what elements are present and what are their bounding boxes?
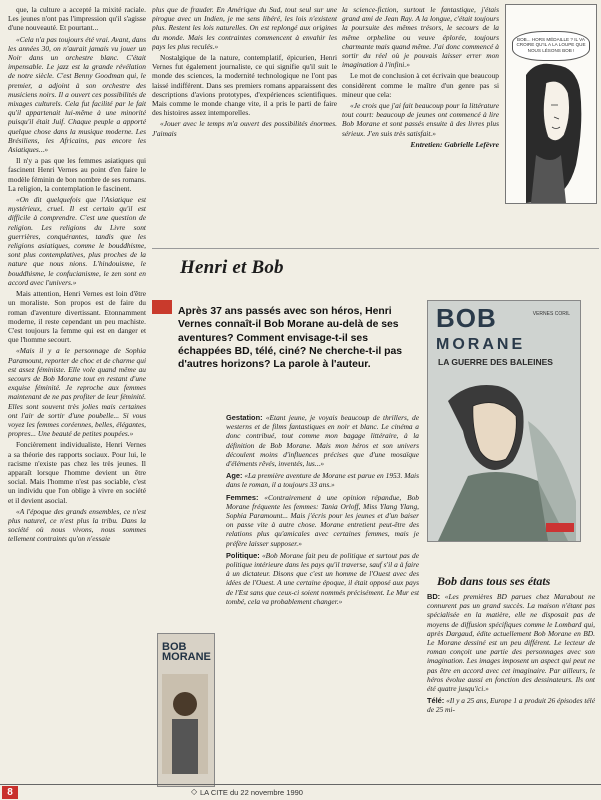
footer-publication: LA CITE du 22 novembre 1990 bbox=[200, 788, 303, 797]
qa-item bbox=[427, 696, 595, 714]
paragraph: que, la culture a accepté la mixité raciale. Les jeunes n'ont pas l'impression qu'il s'agisse d'une nouveauté. Et pourtant... bbox=[8, 5, 146, 33]
qa-label: Télé: bbox=[427, 696, 445, 706]
footer-divider bbox=[0, 784, 601, 785]
qa-text: «Bob Morane fait peu de politique et surtout pas de politique intérieure dans les pays qu'il traverse, sauf s'il a à faire à un dictateur. Disons que c'est un homme de l'Ouest avec des idées de l'Ouest. A une certaine époque, il était opposé aux pays de l'Est sans que ceux-ci soient nommés précisément. Le Mur est tombé, cela va probablement changer.» bbox=[226, 550, 419, 606]
quote-paragraph: la science-fiction, surtout le fantastique, j'étais grand ami de Jean Ray. A la longue, c'était toujours la poursuite des mêmes trésors, le secours de la même orpheline ou veuve éplorée, toujours charmante mais quand même. J'ai donc commencé à sortir du réel où je pouvais laisser errer mon imagination à l'infini.» bbox=[342, 5, 499, 70]
qa-label: BD: bbox=[427, 592, 441, 601]
quote-paragraph: plus que de frauder. En Amérique du Sud, tout seul sur une pirogue avec un Indien, je me sens libéré, les lois n'existent plus. Restent les lois naturelles. On est replongé aux origines du monde. Mais les contraintes commencent à envahir les pays les plus reculés.» bbox=[152, 5, 337, 51]
page-number: 8 bbox=[2, 786, 18, 799]
cover-series-title: BOB MORANE bbox=[436, 303, 526, 353]
interview-qa bbox=[226, 413, 419, 785]
qa-label: Age: bbox=[226, 471, 243, 481]
qa-text: «Etant jeune, je voyais beaucoup de thrillers, de westerns et de films fantastiques en noir et blanc. Le cinéma a donc contribué, tout comme mon bagage littéraire, à la définition de Bob Morane. Mais mon héros et son univers découlent moins d'influences précises que d'une mosaïque d'éléments rêvés, inventés, lus...» bbox=[226, 413, 419, 469]
qa-label: Gestation: bbox=[226, 413, 263, 422]
article-title: Henri et Bob bbox=[180, 257, 284, 278]
cover-series-title: BOB MORANE bbox=[162, 641, 211, 663]
book-cover-guerre-des-baleines bbox=[427, 300, 581, 542]
divider bbox=[152, 248, 599, 249]
paragraph: Il n'y a pas que les femmes asiatiques qui fascinent Henri Vernes au point d'en faire le modèle féminin de bon nombre de ses romans. La religion, la contemplation le fascinent. bbox=[8, 156, 146, 193]
accent-bar bbox=[152, 300, 172, 314]
qa-item bbox=[427, 592, 595, 693]
qa-text: «Contrairement à une opinion répandue, Bob Morane fréquente les femmes: Tania Orloff, Miss Ylang Ylang, Sophia Paramount... Mais j'écris pour les jeunes et d'un baiser on passe vite à autre chose. Morane entretient peut-être des relations plus qu'amicales avec certaines femmes, mais je préfère laisser supposer.» bbox=[226, 492, 419, 548]
section-body bbox=[427, 592, 595, 782]
article-lead: Après 37 ans passés avec son héros, Henri Vernes connaît-il Bob Morane au-delà de ses aventures? Comment envisage-t-il ses échappées BD, télé, ciné? Ne cherche-t-il pas d'autres horizons? La parole à l'auteur. bbox=[178, 306, 403, 371]
diamond-icon: ◇ bbox=[191, 787, 198, 796]
qa-item bbox=[226, 471, 419, 489]
quote-paragraph: «Jouer avec le temps m'a ouvert des possibilités énormes. J'aimais bbox=[152, 119, 337, 138]
qa-item bbox=[226, 413, 419, 468]
cover-book-title: LA GUERRE DES BALEINES bbox=[438, 357, 553, 367]
qa-item bbox=[226, 551, 419, 606]
quote-paragraph: «A l'époque des grands ensembles, ce n'est plus naturel, ce n'est plus la tribu. Dans la société où nous vivons, nous sommes tellement contraints qu'on n'essaie bbox=[8, 506, 146, 544]
qa-text: «Les premières BD parues chez Marabout ne connurent pas un grand succès. La maison n'étant pas spécialisée en la matière, elle ne disposait pas de moyens de diffusion spécifiques comme le Lombard qui, après Dargaud, édite actuellement Bob Morane en BD. Le Morane dessiné est un peu différent. Le lecteur de roman conçoit une partie des personnages avec son imagination. Les images imposent un aspect qui peut ne pas être en accord avec cet imaginaire. Par ailleurs, le héros évolue aussi en fonction des dessinateurs. Ils ont été quatre jusqu'ici.» bbox=[427, 592, 595, 694]
cover-credits: VERNES CORIL bbox=[532, 311, 570, 317]
speech-bubble: BOB... HORS MÉDAILLE ? IL VA CROIRE QU'IL A LA LOUPE QUE NOUS LÉSONS BOB ! bbox=[512, 31, 590, 61]
quote-paragraph: «Je crois que j'ai fait beaucoup pour la littérature tout court: beaucoup de jeunes ont commencé à lire Bob Morane et sont passés ensuite à des livres plus sérieux. J'en suis très satisfait.» bbox=[342, 101, 499, 138]
column-3 bbox=[342, 5, 499, 190]
qa-label: Politique: bbox=[226, 550, 260, 560]
comic-panel-illustration bbox=[505, 4, 597, 204]
qa-text: «La première aventure de Morane est parue en 1953. Mais dans le roman, il a toujours 33 ans.» bbox=[226, 471, 419, 490]
quote-paragraph: «On dit quelquefois que l'Asiatique est mystérieux, cruel. Il est certain qu'il est difficile à comprendre. C'est une question de religion. Les religions du Livre sont guerrières, conquérantes, tandis que les religions asiatiques, comme le bouddhisme, sont plus contemplatives, plus proches de la nature que nous nions. L'hindouisme, le bouddhisme, le confucianisme, le zen sont en accord avec l'univers.» bbox=[8, 195, 146, 287]
qa-text: «Il y a 25 ans, Europe 1 a produit 26 épisodes télé de 25 mi- bbox=[427, 696, 595, 715]
paragraph: Nostalgique de la nature, contemplatif, épicurien, Henri Vernes fut également journaliste, ce qui signifie qu'il suit le monde des sciences, la modernité technologique ne l'ont pas laissé indifférent. Dans ses premiers romans apparaissent des descriptions d'avions prototypes, d'expériences scientifiques. Mais comme le monde change vite, il a pris le parti de faire des histoires assez intemporelles. bbox=[152, 53, 337, 118]
paragraph: Le mot de conclusion à cet écrivain que beaucoup considèrent comme le maître d'un genre pas si mineur que cela: bbox=[342, 71, 499, 99]
woman-portrait-drawing bbox=[506, 5, 596, 203]
qa-label: Femmes: bbox=[226, 492, 259, 502]
cover-hero-drawing bbox=[428, 301, 580, 541]
qa-item bbox=[226, 493, 419, 548]
section-title: Bob dans tous ses états bbox=[437, 574, 551, 588]
cover-illustration bbox=[162, 674, 208, 774]
paragraph: Mais attention, Henri Vernes est loin d'être un moraliste. Son propos est de faire du roman d'aventure divertissant. Etonnamment moderne, il reste cependant un peu machiste. C'est toujours la femme qui est en danger et que l'homme secourt. bbox=[8, 289, 146, 345]
quote-paragraph: «Mais il y a le personnage de Sophia Paramount, reporter de choc et de charme qui est assez féministe. Elle vole quand même au secours de Bob Morane tout en restant d'une exquise féminité. Je reproche aux femmes maintenant de ne pas profiter de leur féminité. Elles sont souvent très jolies mais certaines ont l'air de sortir d'une poubelle... Si vous voyez les femmes coréennes, belles, élégantes, propres... Une beauté de petites poupées.» bbox=[8, 346, 146, 439]
column-1 bbox=[8, 5, 146, 780]
column-2 bbox=[152, 5, 337, 245]
quote-paragraph: «Cela n'a pas toujours été vrai. Avant, dans les années 30, on n'aurait jamais vu jouer un Noir dans un orchestre blanc. C'était impensable. Le jazz est la grande révélation de notre siècle. C'est Benny Goodman qui, le premier, a adjoint à son orchestre des musiciens noirs. Il a ouvert ces possibilités de mixages culturels. Cela fut facilité par le fait qu'il appartenait lui-même à une minorité puisqu'il était Juif. Chaque peuple a apporté quelque chose dans la musique moderne. Les Brésiliens, les Africains, pas encore les Asiatiques...» bbox=[8, 34, 146, 155]
book-cover-small bbox=[157, 633, 215, 787]
paragraph: Foncièrement individualiste, Henri Vernes a sa théorie des rapports sociaux. Pour lui, le racisme n'existe pas chez les très jeunes. Il apparaît lorsque l'homme devient un être social. Mais l'homme n'est pas sociable, c'est un individu que l'on oblige à vivre en société et il devient asocial. bbox=[8, 440, 146, 505]
byline: Entretien: Gabrielle Lefèvre bbox=[410, 139, 499, 149]
